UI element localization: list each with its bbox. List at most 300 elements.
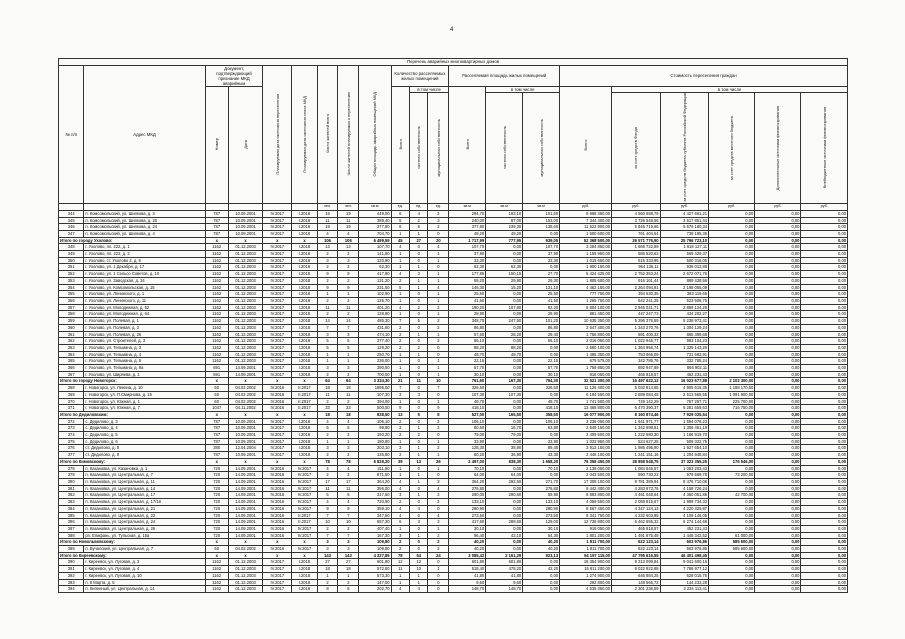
cell-i: 0,00	[755, 411, 801, 418]
cell-q2: 0	[428, 432, 449, 439]
cell-d: 01.12.2003	[228, 271, 263, 278]
cell-p: IV.2016	[263, 532, 292, 539]
cell-q: 45	[391, 237, 409, 244]
cell-t: 76 358 450,00	[560, 458, 612, 465]
cell-g: 4 158 726,24	[660, 485, 709, 492]
cell-q: 2	[391, 338, 409, 345]
cell-s3: 0,00	[523, 559, 560, 566]
cell-t: 5 424 425,00	[560, 271, 612, 278]
cell-p: IV.2017	[263, 291, 292, 298]
cell-s1: 28,90	[449, 311, 486, 318]
cell-f: 4 491 048,64	[612, 492, 661, 499]
cell-s1: 761,60	[449, 378, 486, 385]
cell-q1: 1	[410, 572, 428, 579]
cell-q2: 1	[428, 398, 449, 405]
cell-s2: 41,80	[486, 572, 523, 579]
cell-s1: 33,30	[449, 257, 486, 264]
cell-a: п. Комсомольский, ул. Шилкова, д. 24	[84, 224, 205, 231]
cell-i: 0,00	[755, 237, 801, 244]
cell-s3: 923,13	[523, 552, 560, 559]
cell-p: IV.2016	[263, 398, 292, 405]
cell-h: 0,00	[709, 438, 755, 445]
cell-a: п. 8 Марта, д. 5	[84, 579, 205, 586]
cell-q: 4	[391, 505, 409, 512]
cell-q2: 2	[428, 338, 449, 345]
cell-t: 675 575,00	[560, 358, 612, 365]
cell-n: 361	[59, 331, 84, 338]
cell-q1: 2	[410, 304, 428, 311]
cell-a: г. Новогорск, ул. Ленина, д. 10	[84, 385, 205, 392]
cell-d: 01.12.2003	[228, 298, 263, 305]
cell-r1: 9	[317, 271, 338, 278]
cell-s: I.2018	[292, 271, 317, 278]
cell-j: 0,00	[801, 391, 848, 398]
header-area: Расселяемая площадь жилых помещений	[449, 65, 560, 86]
cell-f: 465 818,57	[612, 371, 661, 378]
cell-j: 0,00	[801, 478, 848, 485]
cell-s: I.2018	[292, 452, 317, 459]
cell-q2: 1	[428, 371, 449, 378]
cell-q: 1	[391, 472, 409, 479]
cell-s1: 25,50	[449, 291, 486, 298]
cell-a: г. Ухолово, ул. Строителей, д. 3	[84, 338, 205, 345]
cell-a: ст. Дедилово, д. 8	[84, 445, 205, 452]
table-row	[59, 445, 848, 452]
cell-ar: 6 828,20	[359, 458, 391, 465]
cell-j: 0,00	[801, 546, 848, 553]
cell-s1: 57,60	[449, 331, 486, 338]
cell-r2: 9	[338, 284, 359, 291]
cell-q: 4	[391, 586, 409, 593]
cell-s2: 0,00	[486, 298, 523, 305]
cell-p: IV.2017	[263, 318, 292, 325]
cell-a: г. Киреевск, ул. Луговая, д. 4	[84, 566, 205, 573]
subtotal-row	[59, 411, 848, 418]
cell-s2: 0,00	[486, 438, 523, 445]
cell-r1: 3	[317, 365, 338, 372]
cell-q1: 0	[410, 438, 428, 445]
cell-a: г. Ухолово, ул. Молодежная, д. 64	[84, 311, 205, 318]
cell-no: 720	[205, 512, 228, 519]
cell-d: 01.12.2003	[228, 566, 263, 573]
cell-n: 352	[59, 271, 84, 278]
cell-n: Итого по Киреевскому:	[59, 552, 206, 559]
cell-f: 2 752 353,24	[612, 271, 661, 278]
table-row	[59, 398, 848, 405]
cell-s: IV.2017	[292, 485, 317, 492]
cell-p: IV.2016	[263, 505, 292, 512]
cell-q1: 0	[410, 257, 428, 264]
cell-d: 01.12.2003	[228, 344, 263, 351]
cell-ar: 193,20	[359, 432, 391, 439]
cell-p: IV.2017	[263, 210, 292, 217]
cell-i: 0,00	[755, 425, 801, 432]
cell-f: 1 222 580,30	[612, 432, 661, 439]
cell-q1: 6	[410, 224, 428, 231]
cell-f: 749 142,29	[612, 398, 661, 405]
cell-q: 2	[391, 331, 409, 338]
cell-q: 1	[391, 398, 409, 405]
cell-d: 10.09.2001	[228, 452, 263, 459]
cell-s3: 106,10	[523, 418, 560, 425]
cell-ar: 1995,00	[359, 385, 391, 392]
cell-s: IV.2017	[292, 472, 317, 479]
cell-q2: 4	[428, 244, 449, 251]
table-row	[59, 465, 848, 472]
cell-s3: 22,15	[523, 358, 560, 365]
cell-g: 1 927 654,10	[660, 445, 709, 452]
cell-n: 370	[59, 398, 84, 405]
cell-s3: 42,20	[523, 566, 560, 573]
cell-s1: 106,10	[449, 418, 486, 425]
cell-q: 1	[391, 298, 409, 305]
cell-s: I.2018	[292, 566, 317, 573]
cell-t: 3 913 150,00	[560, 445, 612, 452]
cell-a: г. Ухолово, ул. Полевая, д. 1	[84, 318, 205, 325]
cell-s1: 33,90	[449, 438, 486, 445]
cell-h: 0,00	[709, 224, 755, 231]
cell-s1: 22,15	[449, 358, 486, 365]
cell-s3: 358,50	[523, 411, 560, 418]
cell-r1: 64	[317, 378, 338, 385]
cell-i: 0,00	[755, 478, 801, 485]
cell-h: 0,00	[709, 559, 755, 566]
cell-s3: 57,70	[523, 365, 560, 372]
cell-f: 5 846 719,66	[612, 224, 661, 231]
cell-d: x	[228, 378, 263, 385]
cell-ar: 311,50	[359, 465, 391, 472]
cell-r1: 6	[317, 425, 338, 432]
cell-r2: 5	[338, 338, 359, 345]
cell-h: 0,00	[709, 277, 755, 284]
cell-q: 21	[391, 378, 409, 385]
table-row	[59, 257, 848, 264]
cell-q2: 1	[428, 566, 449, 573]
cell-s1: 601,80	[449, 559, 486, 566]
cell-s: I.2018	[292, 304, 317, 311]
cell-r2: 11	[338, 304, 359, 311]
cell-i: 0,00	[755, 418, 801, 425]
cell-r2: 7	[338, 324, 359, 331]
cell-q1: 2	[410, 344, 428, 351]
cell-q2: 1	[428, 525, 449, 532]
cell-r2: 3	[338, 365, 359, 372]
cell-s1: 190,20	[449, 304, 486, 311]
cell-g: 46 401 498,45	[660, 552, 709, 559]
table-row	[59, 385, 848, 392]
cell-g: 5 238 973,41	[660, 318, 709, 325]
cell-r1: 7	[317, 532, 338, 539]
cell-g: 979 569,78	[660, 472, 709, 479]
cell-n: 357	[59, 304, 84, 311]
cell-r1: 2	[317, 251, 338, 258]
cell-j: 0,00	[801, 411, 848, 418]
cell-j: 0,00	[801, 418, 848, 425]
cell-d: 14.09.2001	[228, 478, 263, 485]
cell-j: 0,00	[801, 271, 848, 278]
cell-s3: 1 658,20	[523, 458, 560, 465]
cell-p: IV.2017	[263, 271, 292, 278]
cell-f: 1 342 698,81	[612, 425, 661, 432]
cell-q1: 1	[410, 264, 428, 271]
cell-a: п. Казановка, ул. Центральная, д. 17	[84, 492, 205, 499]
cell-n: 347	[59, 230, 84, 237]
cell-q1: 27	[410, 237, 428, 244]
cell-ar: 449,00	[359, 210, 391, 217]
cell-s: II.2017	[292, 398, 317, 405]
cell-h: 0,00	[709, 525, 755, 532]
cell-h: 0,00	[709, 217, 755, 224]
cell-ar: 3 334,30	[359, 378, 391, 385]
cell-ar: 135,80	[359, 452, 391, 459]
cell-q: 7	[391, 318, 409, 325]
cell-h: 225 700,00	[709, 398, 755, 405]
cell-r2: 2	[338, 311, 359, 318]
cell-s1: 133,10	[449, 499, 486, 506]
cell-p: IV.2017	[263, 572, 292, 579]
cell-no: 1162	[205, 271, 228, 278]
table-row	[59, 452, 848, 459]
cell-g: 25 796 723,10	[660, 237, 709, 244]
cell-a: г. Ухолово, ул. Тельмана, д. 9а	[84, 365, 205, 372]
cell-p: IV.2017	[263, 331, 292, 338]
cell-p: IV.2017	[263, 371, 292, 378]
cell-s1: 79,00	[449, 432, 486, 439]
cell-d: 10.09.2001	[228, 217, 263, 224]
header-num: № п/п	[59, 65, 84, 203]
cell-j: 0,00	[801, 485, 848, 492]
cell-q2: 2	[428, 539, 449, 546]
cell-d: 01.12.2003	[228, 579, 263, 586]
cell-s1: 9,60	[449, 579, 486, 586]
cell-f: 3 726 548,56	[612, 217, 661, 224]
cell-ar: 720,90	[359, 499, 391, 506]
cell-t: 1 811 700,00	[560, 539, 612, 546]
cell-s: I.2018	[292, 365, 317, 372]
cell-no: 691	[205, 371, 228, 378]
cell-i: 0,00	[755, 546, 801, 553]
cell-j: 0,00	[801, 398, 848, 405]
cell-s1: 80,20	[449, 452, 486, 459]
table-row	[59, 579, 848, 586]
cell-no: 787	[205, 425, 228, 432]
cell-q: 1	[391, 572, 409, 579]
cell-r2: 3	[338, 546, 359, 553]
cell-q1: 11	[410, 378, 428, 385]
cell-s2: 478,20	[486, 566, 523, 573]
cell-q: 4	[391, 244, 409, 251]
cell-n: 375	[59, 438, 84, 445]
cell-s3: 0,00	[523, 230, 560, 237]
cell-i: 0,00	[755, 291, 801, 298]
cell-q: 78	[391, 552, 409, 559]
cell-s3: 82,20	[523, 304, 560, 311]
cell-f: 1 364 956,74	[612, 344, 661, 351]
cell-q1: 1	[410, 230, 428, 237]
cell-q: 8	[391, 224, 409, 231]
cell-r1: 11	[317, 304, 338, 311]
cell-q2: 1	[428, 465, 449, 472]
cell-q2: 24	[428, 552, 449, 559]
cell-q1: 3	[410, 391, 428, 398]
cell-p: IV.2017	[263, 418, 292, 425]
cell-s: I.2018	[292, 217, 317, 224]
cell-n: 364	[59, 351, 84, 358]
cell-s3: 326,50	[523, 385, 560, 392]
cell-s2: 601,80	[486, 559, 523, 566]
cell-i: 0,00	[755, 230, 801, 237]
cell-j: 0,00	[801, 210, 848, 217]
cell-no: 1162	[205, 586, 228, 593]
header-doc: Документ, подтверждающий признание МКД аварийным	[205, 65, 263, 86]
cell-s: I.2018	[292, 559, 317, 566]
cell-s1: 64,00	[449, 472, 486, 479]
cell-a: г. Ухолово, ул. Молодежная, д. 52	[84, 304, 205, 311]
cell-q2: 0	[428, 230, 449, 237]
cell-no: 787	[205, 210, 228, 217]
cell-n: 366	[59, 365, 84, 372]
cell-g: 603 976,86	[660, 539, 709, 546]
cell-s2: 0,00	[486, 311, 523, 318]
cell-t: 18 354 900,00	[560, 559, 612, 566]
cell-ar: 557,30	[359, 519, 391, 526]
header-cost-total: Всего:	[560, 86, 612, 203]
cell-j: 0,00	[801, 338, 848, 345]
cell-r1: 5	[317, 344, 338, 351]
header-area-inthat: в том числе	[486, 86, 560, 93]
cell-r2: 5	[338, 492, 359, 499]
cell-s3: 66,10	[523, 338, 560, 345]
cell-f: 1 241 151,16	[612, 452, 661, 459]
cell-d: x	[228, 539, 263, 546]
cell-d: 10.09.2001	[228, 425, 263, 432]
cell-i: 0,00	[755, 358, 801, 365]
cell-j: 0,00	[801, 257, 848, 264]
cell-s: I.2018	[292, 230, 317, 237]
cell-t: 1 900 150,00	[560, 264, 612, 271]
cell-r2: 2	[338, 298, 359, 305]
cell-ar: 128,80	[359, 311, 391, 318]
cell-d: 01.12.2003	[228, 264, 263, 271]
cell-p: IV.2017	[263, 338, 292, 345]
cell-no: 720	[205, 465, 228, 472]
cell-s3: 54,30	[523, 532, 560, 539]
cell-j: 0,00	[801, 572, 848, 579]
cell-n: 374	[59, 432, 84, 439]
cell-ar: 401,20	[359, 304, 391, 311]
cell-s: I.2018	[292, 210, 317, 217]
cell-i: 0,00	[755, 398, 801, 405]
cell-no: 1162	[205, 572, 228, 579]
cell-g: 509 322,75	[660, 438, 709, 445]
cell-p: IV.2017	[263, 324, 292, 331]
cell-h: 0,00	[709, 338, 755, 345]
cell-s2: 48,70	[486, 351, 523, 358]
cell-q1: 4	[410, 586, 428, 593]
cell-s2: 0,00	[486, 358, 523, 365]
cell-i: 0,00	[755, 378, 801, 385]
cell-q2: 26	[428, 458, 449, 465]
cell-s3: 0,00	[523, 579, 560, 586]
cell-p: IV.2016	[263, 492, 292, 499]
cell-s: I.2018	[292, 572, 317, 579]
cell-s: IV.2017	[292, 499, 317, 506]
cell-n: 392	[59, 572, 84, 579]
cell-q2: 2	[428, 546, 449, 553]
cell-s2: 148,70	[486, 586, 523, 593]
cell-g: 332 788,24	[660, 358, 709, 365]
cell-q: 1	[391, 525, 409, 532]
table-row	[59, 264, 848, 271]
cell-r1: 18	[317, 566, 338, 573]
cell-t: 3 284 850,00	[560, 244, 612, 251]
cell-g: 4 427 661,21	[660, 210, 709, 217]
cell-i: 0,00	[755, 485, 801, 492]
cell-f: 5 032 814,65	[612, 385, 661, 392]
cell-i: 0,00	[755, 338, 801, 345]
table-row	[59, 338, 848, 345]
cell-d: 01.12.2003	[228, 251, 263, 258]
cell-t: 11 522 900,00	[560, 224, 612, 231]
cell-a: п. Бучалский, ул. Центральная, д. 7	[84, 546, 205, 553]
cell-t: 777 750,00	[560, 291, 612, 298]
cell-n: 360	[59, 324, 84, 331]
cell-q: 2	[391, 324, 409, 331]
cell-g: 452 231,43	[660, 525, 709, 532]
cell-s2: 36,90	[486, 452, 523, 459]
cell-i: 0,00	[755, 351, 801, 358]
cell-f: 148 566,72	[612, 579, 661, 586]
cell-p: x	[263, 458, 292, 465]
cell-no: 1162	[205, 318, 228, 325]
cell-ar: 231,50	[359, 284, 391, 291]
cell-no: 720	[205, 519, 228, 526]
cell-ar: 141,80	[359, 251, 391, 258]
cell-q: 2	[391, 277, 409, 284]
cell-j: 0,00	[801, 385, 848, 392]
cell-g: 2 859 124,29	[660, 304, 709, 311]
cell-s2: 42,10	[486, 532, 523, 539]
table-row	[59, 586, 848, 593]
cell-f: 5 396 376,59	[612, 318, 661, 325]
cell-q2: 1	[428, 331, 449, 338]
cell-s: IV.2017	[292, 478, 317, 485]
cell-i: 0,00	[755, 438, 801, 445]
cell-r1: 18	[317, 385, 338, 392]
cell-f: 1 084 846,57	[612, 465, 661, 472]
cell-h: 0,00	[709, 291, 755, 298]
cell-i: 0,00	[755, 405, 801, 412]
cell-j: 0,00	[801, 224, 848, 231]
cell-f: 8 781 389,94	[612, 478, 661, 485]
cell-q1: 10	[410, 566, 428, 573]
cell-g: 993 104,23	[660, 338, 709, 345]
cell-s1: 290,00	[449, 492, 486, 499]
cell-q: 1	[391, 579, 409, 586]
cell-r2: 64	[338, 378, 359, 385]
cell-no: 1162	[205, 351, 228, 358]
cell-q: 2	[391, 452, 409, 459]
cell-s: I.2018	[292, 298, 317, 305]
cell-s2: 0,00	[486, 257, 523, 264]
cell-q2: 1	[428, 358, 449, 365]
cell-p: IV.2017	[263, 217, 292, 224]
cell-p: x	[263, 411, 292, 418]
cell-q2: 2	[428, 532, 449, 539]
cell-d: 14.09.2001	[228, 512, 263, 519]
cell-r1: 3	[317, 331, 338, 338]
header-cost-inthat: в том числе	[612, 86, 848, 93]
